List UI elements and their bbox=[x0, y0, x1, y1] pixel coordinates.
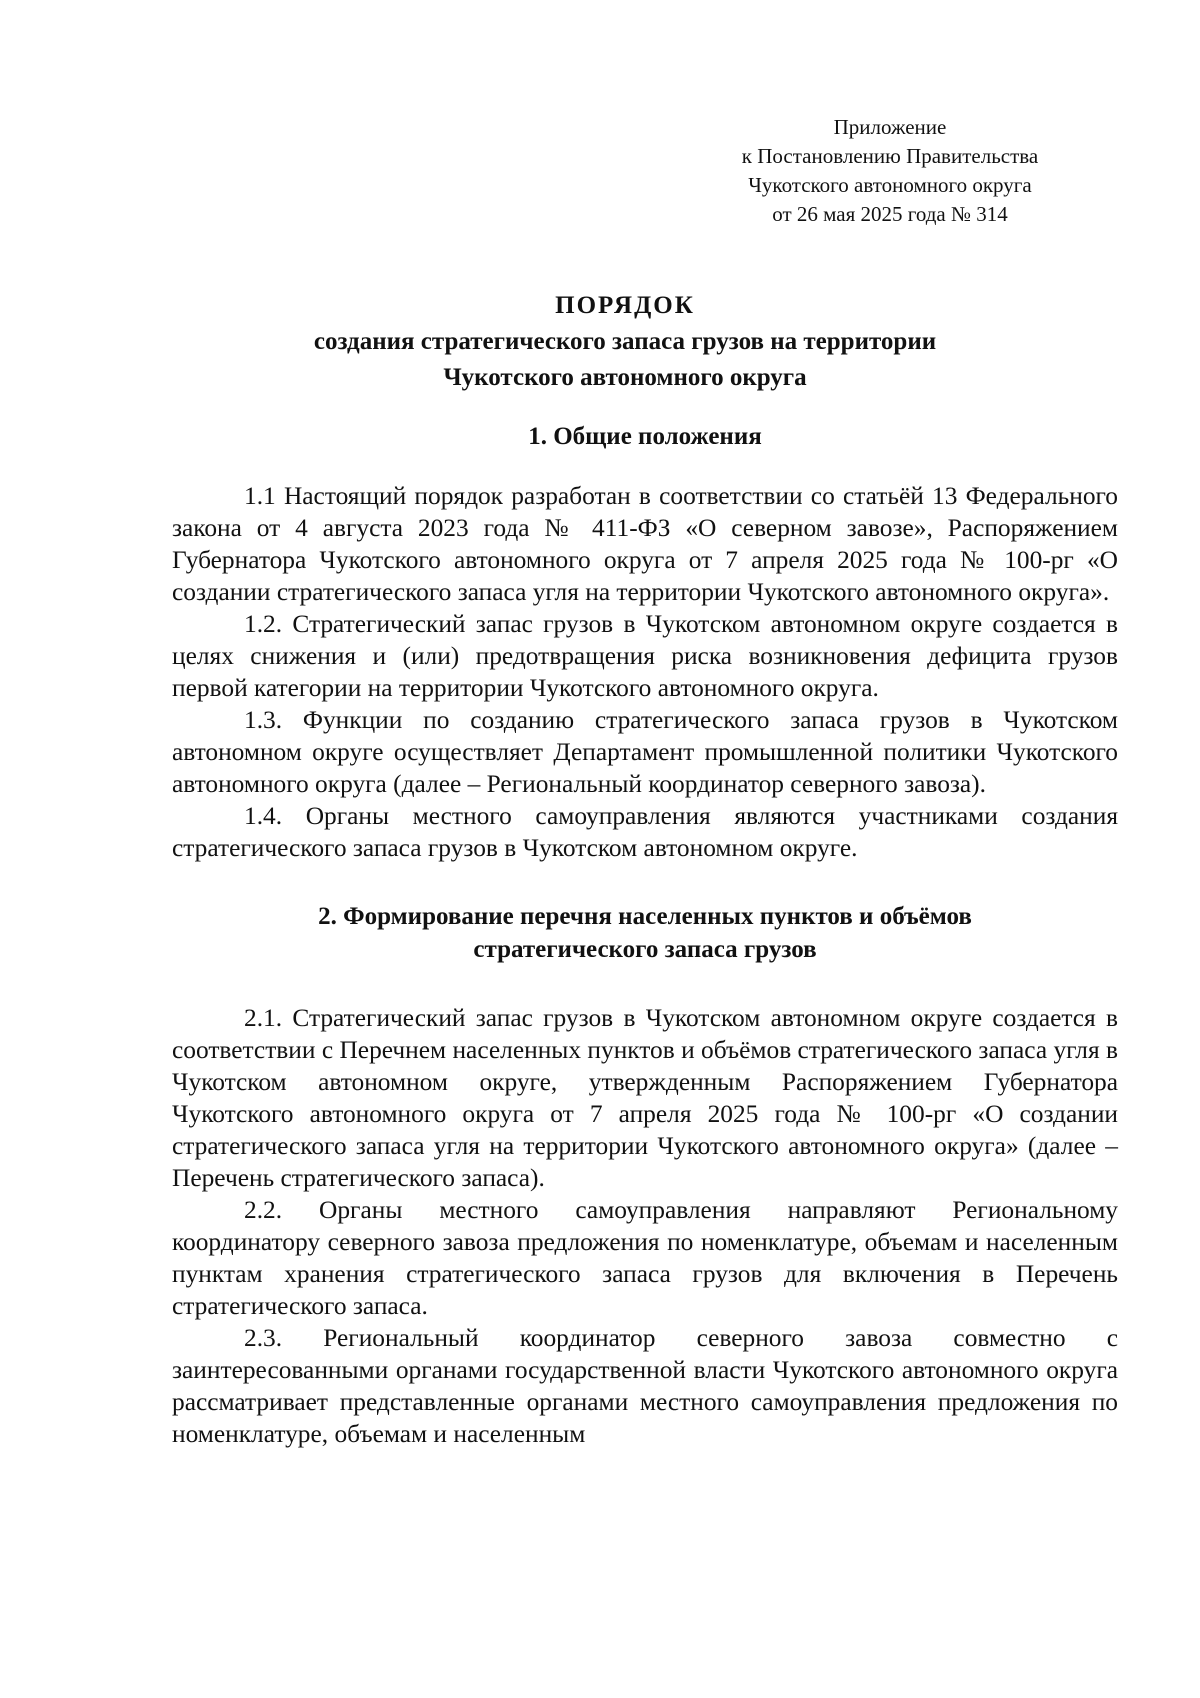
section-2-heading bbox=[172, 900, 1118, 966]
appendix-line: Приложение bbox=[833, 115, 947, 139]
paragraph-2-1: 2.1. Стратегический запас грузов в Чукотском автономном округе создается в соответствии с Перечнем населенных пунктов и объёмов стратегического запаса угля в Чукотском автономном округе, утвержденным Распоряжением Губернатора Чукотского автономного округа от 7 апреля 2025 года № 100-рг «О создании стратегического запаса угля на территории Чукотского автономного округа» (далее – Перечень стратегического запаса). bbox=[172, 1004, 1118, 1192]
title-main: ПОРЯДОК bbox=[555, 292, 695, 319]
section-2-heading-line: стратегического запаса грузов bbox=[473, 936, 817, 963]
document-title bbox=[160, 288, 1090, 396]
document-body bbox=[172, 420, 1118, 1450]
title-subtitle: Чукотского автономного округа bbox=[443, 364, 807, 391]
section-2-heading-line: 2. Формирование перечня населенных пунктов и объёмов bbox=[318, 903, 972, 930]
paragraph-1-1: 1.1 Настоящий порядок разработан в соответствии со статьёй 13 Федерального закона от 4 августа 2023 года № 411-ФЗ «О северном завозе», Распоряжением Губернатора Чукотского автономного округа от 7 апреля 2025 года № 100-рг «О создании стратегического запаса угля на территории Чукотского автономного округа». bbox=[172, 482, 1118, 606]
appendix-line: Чукотского автономного округа bbox=[748, 173, 1032, 197]
appendix-block bbox=[700, 113, 1080, 229]
paragraph-1-3: 1.3. Функции по созданию стратегического запаса грузов в Чукотском автономном округе осуществляет Департамент промышленной политики Чукотского автономного округа (далее – Региональный координатор северного завоза). bbox=[172, 706, 1118, 798]
appendix-line: к Постановлению Правительства bbox=[741, 144, 1039, 168]
paragraph-2-2: 2.2. Органы местного самоуправления направляют Региональному координатору северного завоза предложения по номенклатуре, объемам и населенным пунктам хранения стратегического запаса грузов для включения в Перечень стратегического запаса. bbox=[172, 1196, 1118, 1320]
title-subtitle: создания стратегического запаса грузов на территории bbox=[313, 328, 937, 355]
section-1-heading: 1. Общие положения bbox=[528, 423, 762, 450]
paragraph-2-3: 2.3. Региональный координатор северного завоза совместно с заинтересованными органами государственной власти Чукотского автономного округа рассматривает представленные органами местного самоуправления предложения по номенклатуре, объемам и населенным bbox=[172, 1324, 1118, 1448]
appendix-line: от 26 мая 2025 года № 314 bbox=[772, 202, 1008, 226]
paragraph-1-4: 1.4. Органы местного самоуправления являются участниками создания стратегического запаса грузов в Чукотском автономном округе. bbox=[172, 802, 1118, 862]
paragraph-1-2: 1.2. Стратегический запас грузов в Чукотском автономном округе создается в целях снижения и (или) предотвращения риска возникновения дефицита грузов первой категории на территории Чукотского автономного округа. bbox=[172, 610, 1118, 702]
